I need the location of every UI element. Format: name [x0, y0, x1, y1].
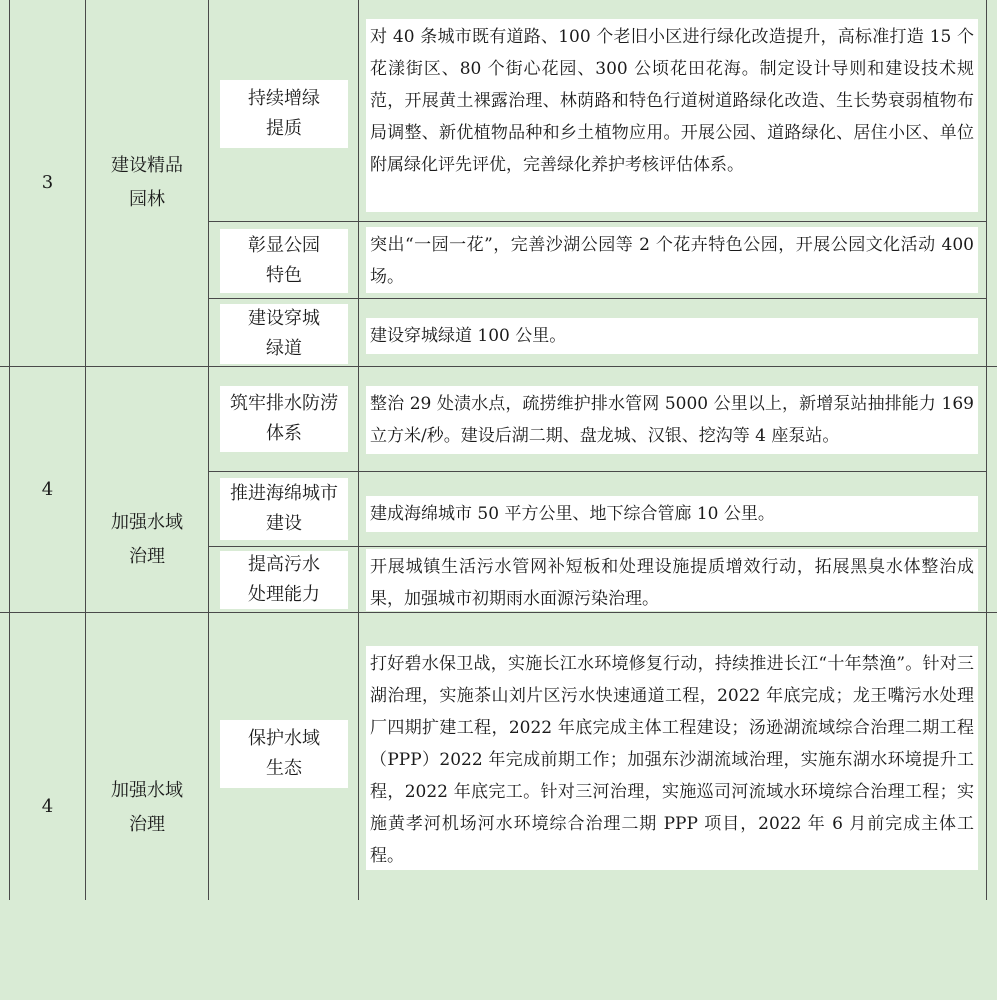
grid-line [208, 221, 986, 222]
sub-item-label: 筑牢排水防涝 体系 [220, 386, 348, 452]
item-description: 建设穿城绿道 100 公里。 [366, 318, 978, 354]
sub-item-label: 彰显公园 特色 [220, 229, 348, 293]
item-description: 打好碧水保卫战，实施长江水环境修复行动，持续推进长江“十年禁渔”。针对三湖治理，实施茶山刘片区污水快速通道工程，2022 年底完成；龙王嘴污水处理厂四期扩建工程，2022 年底完成主体工程建设；汤逊湖流域综合治理二期工程（PPP）2022 年完成前期工作；加强东沙湖流域治理，实施东湖水环境提升工程，2022 年底完工。针对三河治理，实施巡司河流域水环境综合治理工程；实施黄孝河机场河水环境综合治理二期 PPP 项目，2022 年 6 月前完成主体工程。 [366, 646, 978, 870]
sub-item-label: 推进海绵城市 建设 [220, 478, 348, 540]
grid-line [208, 546, 986, 547]
grid-line [358, 0, 359, 900]
item-description: 开展城镇生活污水管网补短板和处理设施提质增效行动，拓展黑臭水体整治成果，加强城市初期雨水面源污染治理。 [366, 549, 978, 611]
item-description: 突出“一园一花”，完善沙湖公园等 2 个花卉特色公园，开展公园文化活动 400 场。 [366, 227, 978, 293]
sub-item-label: 提高污水 处理能力 [220, 551, 348, 609]
grid-line [208, 0, 209, 900]
sub-item-label: 持续增绿 提质 [220, 80, 348, 148]
grid-line [208, 298, 986, 299]
row-index: 4 [41, 795, 54, 817]
item-description: 整治 29 处渍水点，疏捞维护排水管网 5000 公里以上，新增泵站抽排能力 169 立方米/秒。建设后湖二期、盘龙城、汉银、挖沟等 4 座泵站。 [366, 386, 978, 454]
sub-item-label: 建设穿城 绿道 [220, 304, 348, 364]
row-index: 3 [41, 172, 54, 193]
row-index: 4 [41, 478, 54, 500]
grid-line [986, 0, 987, 900]
item-description: 对 40 条城市既有道路、100 个老旧小区进行绿化改造提升，高标准打造 15 个花漾街区、80 个街心花园、300 公顷花田花海。制定设计导则和建设技术规范，开展黄土裸露治理、林荫路和特色行道树道路绿化改造、生长势衰弱植物布局调整、新优植物品种和乡土植物应用。开展公园、道路绿化、居住小区、单位附属绿化评先评优，完善绿化养护考核评估体系。 [366, 19, 978, 212]
row-category: 加强水域 治理 [111, 780, 183, 835]
row-category: 建设精品 园林 [111, 155, 183, 210]
grid-line [208, 471, 986, 472]
row-category: 加强水域 治理 [111, 511, 183, 567]
sub-item-label: 保护水域 生态 [220, 720, 348, 788]
item-description: 建成海绵城市 50 平方公里、地下综合管廊 10 公里。 [366, 496, 978, 532]
